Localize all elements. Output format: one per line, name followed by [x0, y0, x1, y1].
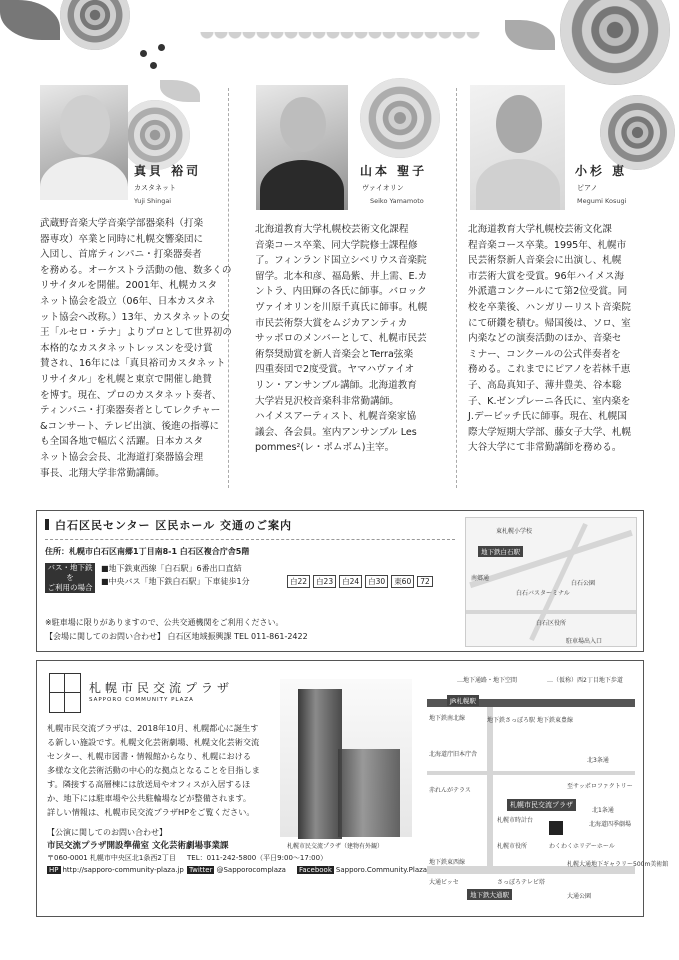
- rose-decoration: [120, 100, 190, 170]
- map-label: 札幌市役所: [497, 843, 528, 850]
- map-label: 大通公園: [567, 893, 592, 900]
- map-label: 札幌市時計台: [497, 817, 534, 824]
- photo-caption: 札幌市民交流プラザ（建物有外観）: [287, 843, 384, 850]
- berry-decoration: [158, 44, 165, 51]
- performer-roman-name: Megumi Kosugi: [577, 197, 627, 205]
- plaza-logo: [49, 673, 81, 713]
- plaza-info-box: [36, 660, 669, 917]
- map-jr-label: JR札幌駅: [447, 695, 479, 706]
- plaza-hp-link[interactable]: HP http://sapporo-community-plaza.jp: [49, 866, 184, 874]
- map-label: 地下鉄東西線: [429, 859, 466, 866]
- transport-badge: バス・地下鉄を ご利用の場合: [45, 563, 95, 593]
- leaf-decoration: [0, 0, 60, 40]
- plaza-org: 市民交流プラザ開設準備室 文化芸術劇場事業課: [47, 841, 229, 851]
- plaza-facebook-link[interactable]: Facebook Sapporo.Community.Plaza: [299, 866, 428, 874]
- column-divider: [456, 88, 458, 488]
- venue-address: 住所：札幌市白石区南郷1丁目南8-1 白石区複合庁舎5階: [45, 547, 250, 556]
- performer-instrument: カスタネット: [134, 184, 176, 192]
- map-label: 地下鉄さっぽろ駅: [487, 717, 536, 724]
- plaza-location-marker: [549, 821, 563, 835]
- map-label: 白石区役所: [536, 620, 567, 627]
- rose-decoration: [60, 0, 130, 50]
- map-label: 赤れんがテラス: [429, 787, 471, 794]
- scallop-border: [200, 32, 480, 46]
- map-plaza-label: 札幌市民交流プラザ: [507, 799, 576, 811]
- map-station-label: 地下鉄白石駅: [478, 546, 523, 557]
- map-label: 札幌大通地下ギャラリー500m美術館: [567, 861, 669, 868]
- berry-decoration: [150, 62, 157, 69]
- performer-name: 小杉 恵: [575, 164, 628, 178]
- plaza-address: 〒060-0001 札幌市中央区北1条西2丁目: [47, 854, 176, 862]
- plaza-twitter-link[interactable]: Twitter @Sapporocomplaza: [189, 866, 286, 874]
- map-legend-item: …（仮称）西2丁目地下歩道: [547, 677, 623, 684]
- performer-bio: 北海道教育大学札幌校芸術文化課程 音楽コース卒業、同大学院修士課程修 了。フィンランド国立シベリウス音楽院 留学。北本和彦、福島紫、井上需、E.カ ントラ、内田輝の各氏に師事。バロック ヴァイオリンを川原千真氏に師事。札幌 市民芸術祭大賞をムジカアンティカ サッポロのメンバーとして、札幌市民芸 術祭奨励賞を新人音楽会とTerra弦楽 四重奏団で2度受賞。ヤマハヴァイオ リン・アンサンブル講師。北海道教育 大学岩見沢校音楽科非常勤講師。 ハイメスアーティスト、札幌音楽家協 議会、各会員。室内アンサンブル Les pommes²(レ・ポムポム)主宰。: [255, 224, 428, 454]
- bus-routes: 白22 白23 白24 白30 東60 72: [287, 575, 436, 588]
- map-label: 駐車場出入口: [566, 638, 603, 645]
- performer-photo: [40, 85, 128, 200]
- map-label: 白石バスターミナル: [516, 590, 570, 597]
- map-label: 白石公園: [571, 580, 596, 587]
- map-label: 北1条通: [592, 807, 614, 814]
- map-label: 北海道四季劇場: [589, 821, 632, 828]
- map-label: 大通ビッセ: [429, 879, 459, 886]
- plaza-building-photo: [280, 679, 412, 837]
- map-label: 北海道庁旧本庁舎: [429, 751, 478, 758]
- map-label: 北3条通: [587, 757, 609, 764]
- bus-directions: ■中央バス「地下鉄白石駅」下車徒歩1分: [101, 577, 250, 586]
- performer-instrument: ヴァイオリン: [362, 184, 404, 192]
- plaza-tel: TEL：011-242-5800（平日9:00〜17:00）: [187, 854, 328, 862]
- venue-contact: 【会場に関してのお問い合わせ】 白石区地域振興課 TEL 011-861-2422: [45, 632, 308, 641]
- map-label: さっぽろテレビ塔: [497, 879, 545, 886]
- performer-roman-name: Yuji Shingai: [134, 197, 172, 205]
- map-odori-station: 地下鉄大通駅: [467, 889, 512, 900]
- leaf-decoration: [505, 20, 555, 50]
- performer-photo: [256, 85, 348, 210]
- plaza-map: [427, 677, 669, 901]
- performer-name: 真貝 裕司: [134, 164, 202, 178]
- rose-decoration: [560, 0, 670, 85]
- access-info-box: [36, 510, 644, 652]
- venue-map: [465, 517, 637, 647]
- subway-directions: ■地下鉄東西線「白石駅」6番出口直結: [101, 564, 242, 573]
- map-legend-item: …地下通路・地下空間: [457, 677, 518, 684]
- plaza-name-en: SAPPORO COMMUNITY PLAZA: [89, 697, 194, 703]
- rose-decoration: [360, 78, 440, 158]
- map-label: 南郷通: [471, 575, 490, 582]
- plaza-description: 札幌市民交流プラザは、2018年10月、札幌都心に誕生す る新しい施設です。札幌文化芸術劇場、札幌文化芸術交流 センター、札幌市図書・情報館からなり、札幌における 多様な文化芸術活動の中心的な拠点となることを目指しま す。隣接する高層棟には放送局やオフィスが入居するほ か、地下には駐車場や公共駐輪場などが整備されます。 詳しい情報は、札幌市民交流プラザHPをご覧ください。: [47, 723, 260, 817]
- performer-bio: 武蔵野音楽大学音楽学部器楽科（打楽 器専攻）卒業と同時に札幌交響楽団に 入団し、首席ティンパニ・打楽器奏者 を務める。オーケストラ活動の他、数多くの リサイタルを開催。2001年、札幌カスタ ネット協会を設立（06年、日本カスタネ ット協会へ改称。）13年、カスタネットの女 王「ルセロ・テナ」よりプロとして世界初の 本格的なカスタネットレッスンを受け賞 賛され、16年には「真貝裕司カスタネット リサイタル」を札幌と東京で開催し絶賛 を博す。現在、プロのカスタネット奏者、 ティンパニ・打楽器奏者としてレクチャー &コンサート、テレビ出演、後進の指導に も全国各地で幅広く活躍。日本カスタ ネット協会会長、北海道打楽器協会理 事長、北翔大学非常勤講師。: [40, 218, 232, 479]
- performer-bio: 北海道教育大学札幌校芸術文化課 程音楽コース卒業。1995年、札幌市 民芸術祭新人音楽会に出演し、札幌 市芸術大賞を受賞。96年ハイメス海 外派遣コンクールにて第2位受賞。同 校を卒業後、ハンガリーリスト音楽院 にて研鑽を積む。帰国後は、ソロ、室 内楽などの演奏活動のほか、音楽セ ミナー、コンクールの公式伴奏者を 務める。これまでにピアノを若林千恵 子、高島真知子、薄井豊美、谷本聡 子、K.ゼンプレーニ各氏に、室内楽を J.デービッチ氏に師事。現在、札幌国 際大学短期大学部、藤女子大学、札幌 大谷大学にて非常勤講師を務める。: [468, 224, 632, 454]
- map-label: 東札幌小学校: [496, 528, 533, 535]
- leaf-decoration: [160, 80, 200, 102]
- map-label: わくわくホリデーホール: [549, 843, 615, 850]
- plaza-contact-heading: 【公演に関してのお問い合わせ】: [47, 828, 167, 837]
- berry-decoration: [140, 50, 147, 57]
- plaza-name: 札幌市民交流プラザ: [89, 681, 234, 695]
- map-label: 地下鉄東豊線: [537, 717, 574, 724]
- access-title: 白石区民センター 区民ホール 交通のご案内: [45, 517, 292, 533]
- map-label: 至サッポロファクトリー: [567, 783, 633, 790]
- rose-decoration: [600, 95, 675, 170]
- map-label: 地下鉄南北線: [429, 715, 466, 722]
- performer-name: 山本 聖子: [360, 164, 428, 178]
- performer-roman-name: Seiko Yamamoto: [370, 197, 424, 205]
- performer-instrument: ピアノ: [577, 184, 598, 192]
- parking-note: ※駐車場に限りがありますので、公共交通機関をご利用ください。: [45, 618, 284, 627]
- performer-photo: [470, 85, 565, 210]
